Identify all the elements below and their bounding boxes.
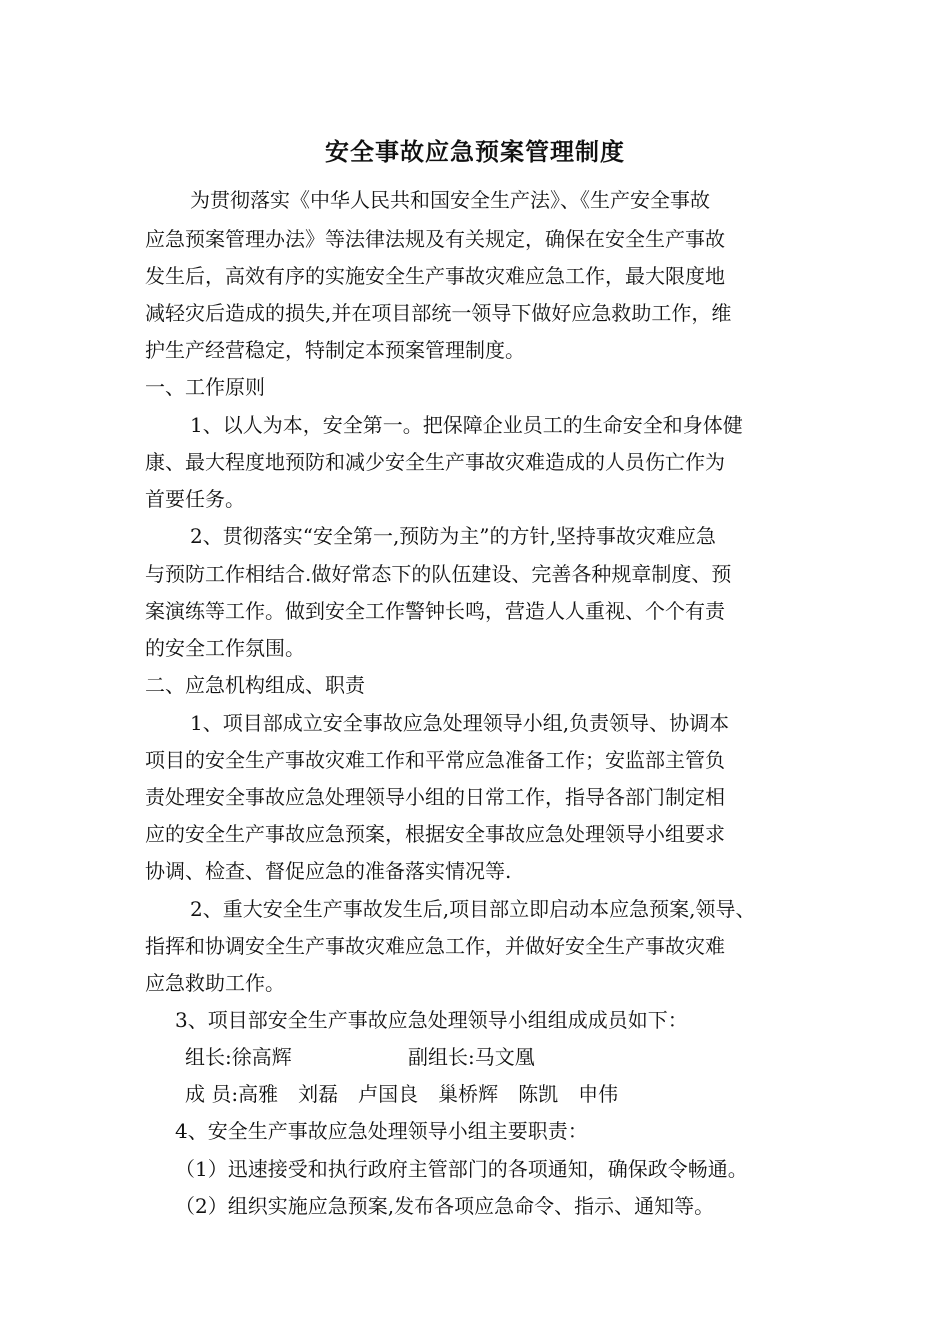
section2-line-8: 应急救助工作。	[145, 971, 285, 995]
section2-line-7: 指挥和协调安全生产事故灾难应急工作，并做好安全生产事故灾难	[145, 934, 725, 958]
section-heading-2: 二、应急机构组成、职责	[145, 673, 365, 697]
intro-line-4: 减轻灾后造成的损失,并在项目部统一领导下做好应急救助工作，维	[145, 301, 732, 325]
section2-line-2: 项目的安全生产事故灾难工作和平常应急准备工作；安监部主管负	[145, 748, 725, 772]
section2-line-10: 4、安全生产事故应急处理领导小组主要职责：	[175, 1119, 588, 1143]
section1-line-2: 康、最大程度地预防和减少安全生产事故灾难造成的人员伤亡作为	[145, 450, 725, 474]
intro-line-3: 发生后，高效有序的实施安全生产事故灾难应急工作，最大限度地	[145, 264, 725, 288]
intro-line-5: 护生产经营稳定，特制定本预案管理制度。	[145, 338, 525, 362]
section2-line-6: 2、重大安全生产事故发生后,项目部立即启动本应急预案,领导、	[190, 897, 756, 921]
team-members: 成 员:高雅 刘磊 卢国良 巢桥辉 陈凯 申伟	[185, 1082, 619, 1106]
section1-line-7: 的安全工作氛围。	[145, 636, 305, 660]
section2-line-3: 责处理安全事故应急处理领导小组的日常工作，指导各部门制定相	[145, 785, 725, 809]
section2-line-5: 协调、检查、督促应急的准备落实情况等.	[145, 859, 512, 883]
section2-line-9: 3、项目部安全生产事故应急处理领导小组组成成员如下：	[175, 1008, 688, 1032]
section2-line-4: 应的安全生产事故应急预案，根据安全事故应急处理领导小组要求	[145, 822, 725, 846]
team-leader: 组长:徐高辉	[185, 1045, 292, 1069]
team-deputy-leader: 副组长:马文凰	[408, 1045, 535, 1069]
document-title: 安全事故应急预案管理制度	[325, 137, 625, 166]
section2-line-1: 1、项目部成立安全事故应急处理领导小组,负责领导、协调本	[190, 711, 730, 735]
section-heading-1: 一、工作原则	[145, 375, 265, 399]
intro-line-2: 应急预案管理办法》等法律法规及有关规定，确保在安全生产事故	[145, 227, 725, 251]
section1-line-5: 与预防工作相结合.做好常态下的队伍建设、完善各种规章制度、预	[145, 562, 732, 586]
section1-line-6: 案演练等工作。做到安全工作警钟长鸣，营造人人重视、个个有责	[145, 599, 725, 623]
intro-line-1: 为贯彻落实《中华人民共和国安全生产法》、《生产安全事故	[190, 188, 710, 212]
section1-line-1: 1、以人为本，安全第一。把保障企业员工的生命安全和身体健	[190, 413, 743, 437]
section1-line-3: 首要任务。	[145, 487, 245, 511]
duty-item-2: （2）组织实施应急预案,发布各项应急命令、指示、通知等。	[175, 1194, 715, 1218]
duty-item-1: （1）迅速接受和执行政府主管部门的各项通知，确保政令畅通。	[175, 1157, 748, 1181]
section1-line-4: 2、贯彻落实“安全第一,预防为主”的方针,坚持事故灾难应急	[190, 524, 716, 548]
